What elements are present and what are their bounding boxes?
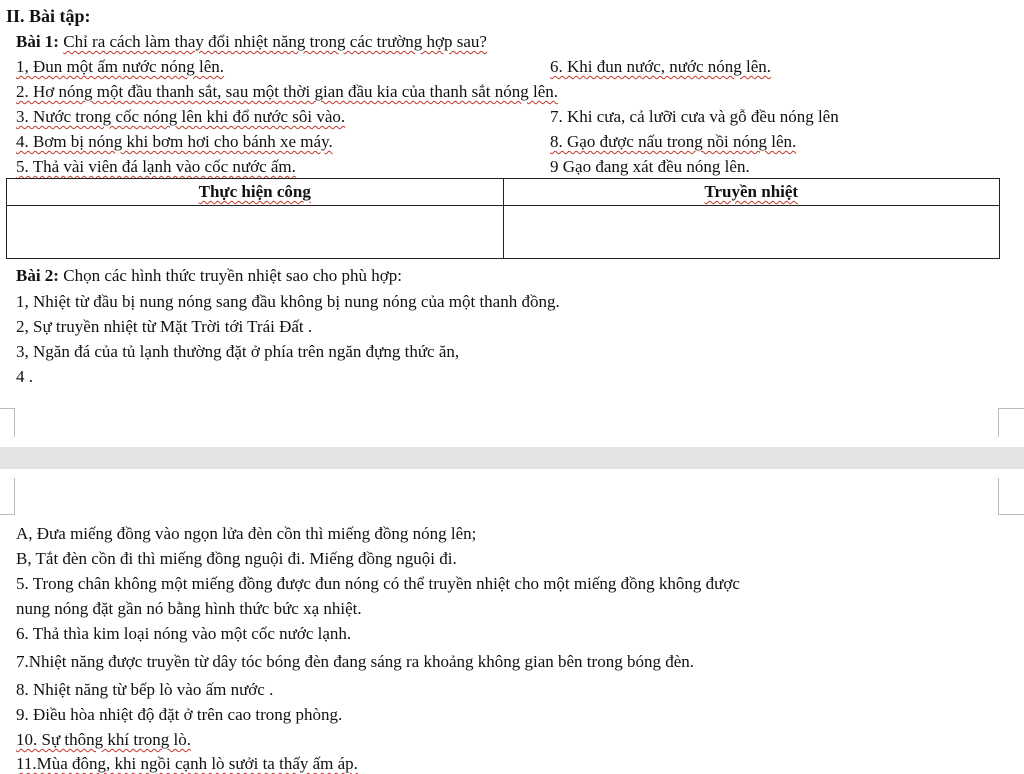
- bai2-item-11: 11.Mùa đông, khi ngồi cạnh lò sưởi ta thấy ấm áp.: [16, 754, 358, 773]
- bai1-item-3: 3. Nước trong cốc nóng lên khi đổ nước sôi vào.: [16, 107, 346, 126]
- bai1-item-7: 7. Khi cưa, cả lưỡi cưa và gỗ đều nóng lên: [550, 107, 839, 126]
- bai2-prompt: Chọn các hình thức truyền nhiệt sao cho phù hợp:: [63, 266, 403, 285]
- bai2-item-4: 4 .: [16, 367, 33, 386]
- bai1-item-5: 5. Thả vài viên đá lạnh vào cốc nước ấm.: [16, 157, 296, 176]
- bai1-prompt: Chỉ ra cách làm thay đổi nhiệt năng trong các trường hợp sau?: [63, 32, 487, 51]
- table-cell-truyen-nhiet[interactable]: [503, 206, 1000, 259]
- bai1-item-6: 6. Khi đun nước, nước nóng lên.: [550, 57, 772, 76]
- answer-table: [6, 178, 1000, 259]
- table-cell-thuc-hien-cong[interactable]: [7, 206, 504, 259]
- bai2-item-9: 9. Điều hòa nhiệt độ đặt ở trên cao trong phòng.: [16, 705, 343, 724]
- table-header-thuc-hien-cong: Thực hiện công: [7, 179, 504, 206]
- bai2-item-5: 5. Trong chân không một miếng đồng được đun nóng có thể truyền nhiệt cho một miếng đồng không được: [16, 574, 740, 593]
- page-corner-mark: [998, 478, 1024, 515]
- bai2-item-7: 7.Nhiệt năng được truyền từ dây tóc bóng đèn đang sáng ra khoảng không gian bên trong bóng đèn.: [16, 652, 694, 671]
- bai2-label: Bài 2:: [16, 266, 59, 285]
- bai2-item-b: B, Tắt đèn cồn đi thì miếng đồng nguội đi. Miếng đồng nguội đi.: [16, 549, 457, 568]
- bai2-item-1: 1, Nhiệt từ đầu bị nung nóng sang đầu không bị nung nóng của một thanh đồng.: [16, 292, 560, 311]
- bai2-item-a: A, Đưa miếng đồng vào ngọn lửa đèn cồn thì miếng đồng nóng lên;: [16, 524, 477, 543]
- bai1-item-1: 1, Đun một ấm nước nóng lên.: [16, 57, 225, 76]
- bai1-label: Bài 1:: [16, 32, 59, 51]
- bai1-prompt-line: [16, 32, 487, 52]
- page-corner-mark: [0, 408, 15, 437]
- bai1-item-8: 8. Gạo được nấu trong nồi nóng lên.: [550, 132, 797, 151]
- page-corner-mark: [0, 478, 15, 515]
- page-corner-mark: [998, 408, 1024, 437]
- bai1-item-9: 9 Gạo đang xát đều nóng lên.: [550, 157, 750, 176]
- bai1-item-2: 2. Hơ nóng một đầu thanh sắt, sau một thời gian đầu kia của thanh sắt nóng lên.: [16, 82, 559, 101]
- bai2-item-6: 6. Thả thìa kim loại nóng vào một cốc nước lạnh.: [16, 624, 352, 643]
- section-heading: II. Bài tập:: [6, 6, 91, 26]
- page-break-band: [0, 447, 1024, 469]
- bai2-item-5-cont: nung nóng đặt gần nó bằng hình thức bức xạ nhiệt.: [16, 599, 362, 618]
- bai2-item-3: 3, Ngăn đá của tủ lạnh thường đặt ở phía trên ngăn đựng thức ăn,: [16, 342, 460, 361]
- bai2-item-8: 8. Nhiệt năng từ bếp lò vào ấm nước .: [16, 680, 274, 699]
- bai2-item-10: 10. Sự thông khí trong lò.: [16, 730, 191, 749]
- bai2-item-2: 2, Sự truyền nhiệt từ Mặt Trời tới Trái Đất .: [16, 317, 313, 336]
- bai2-prompt-line: [16, 266, 402, 286]
- bai1-item-4: 4. Bơm bị nóng khi bơm hơi cho bánh xe máy.: [16, 132, 333, 151]
- table-header-truyen-nhiet: Truyền nhiệt: [503, 179, 1000, 206]
